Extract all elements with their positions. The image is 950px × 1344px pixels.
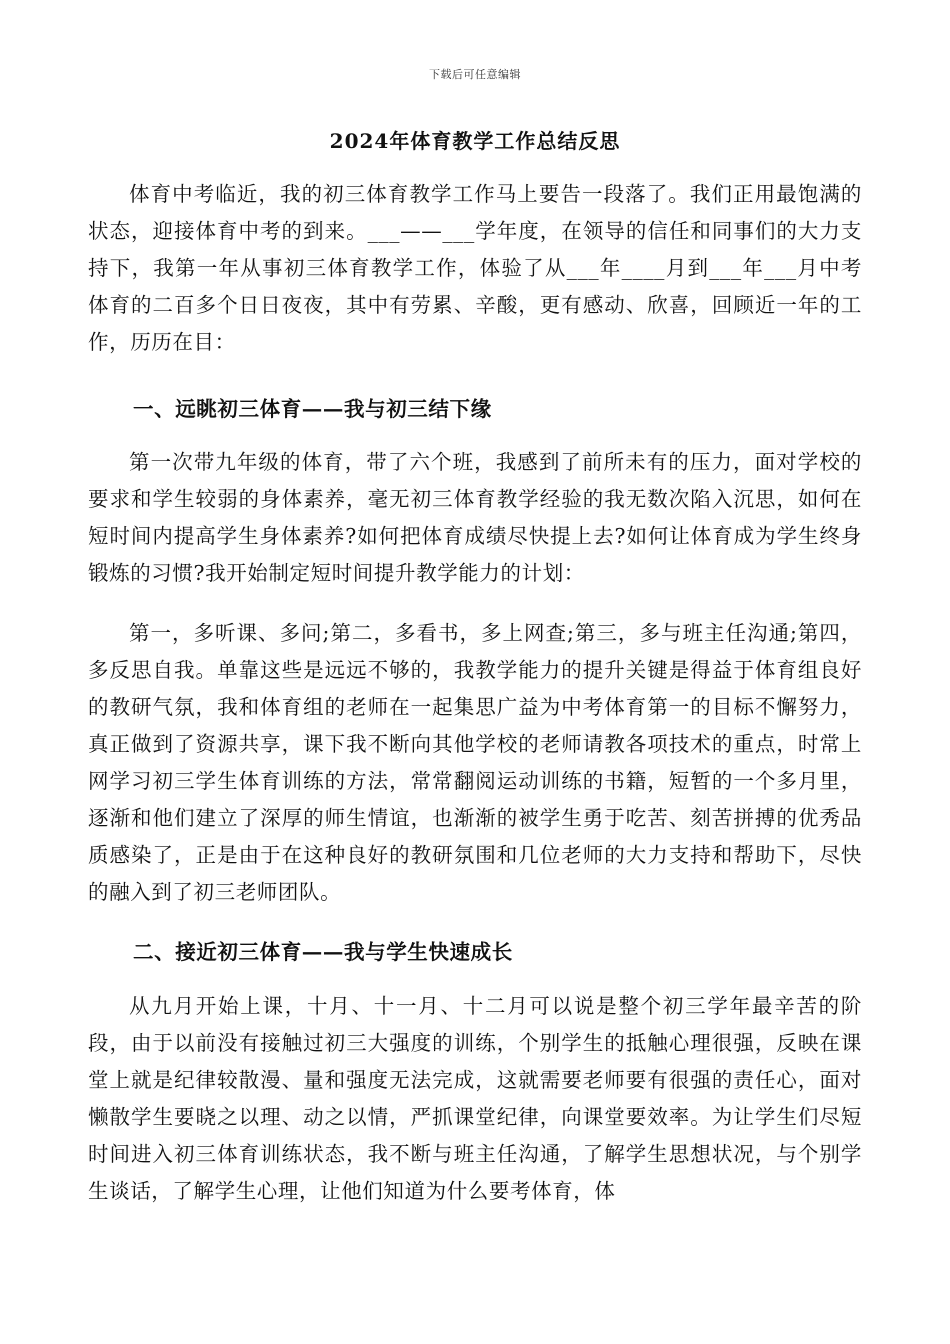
section-heading-2: 二、接近初三体育——我与学生快速成长 — [133, 940, 513, 964]
paragraph-section-2-a: 从九月开始上课，十月、十一月、十二月可以说是整个初三学年最辛苦的阶段，由于以前没有接触过初三大强度的训练，个别学生的抵触心理很强，反映在课堂上就是纪律较散漫、量和强度无法完成，这就需要老师要有很强的责任心，面对懒散学生要晓之以理、动之以情，严抓课堂纪律，向课堂要效率。为让学生们尽短时间进入初三体育训练状态，我不断与班主任沟通，了解学生思想状况，与个别学生谈话，了解学生心理，让他们知道为什么要考体育，体 — [88, 994, 862, 1203]
section-heading-1: 一、远眺初三体育——我与初三结下缘 — [133, 397, 492, 421]
document-title: 2024年体育教学工作总结反思 — [329, 129, 621, 153]
paragraph-section-1-b: 第一，多听课、多问;第二，多看书，多上网查;第三，多与班主任沟通;第四，多反思自我。单靠这些是远远不够的，我教学能力的提升关键是得益于体育组良好的教研气氛，我和体育组的老师在一起集思广益为中考体育第一的目标不懈努力，真正做到了资源共享，课下我不断向其他学校的老师请教各项技术的重点，时常上网学习初三学生体育训练的方法，常常翻阅运动训练的书籍，短暂的一个多月里，逐渐和他们建立了深厚的师生情谊，也渐渐的被学生勇于吃苦、刻苦拼搏的优秀品质感染了，正是由于在这种良好的教研氛围和几位老师的大力支持和帮助下，尽快的融入到了初三老师团队。 — [88, 621, 862, 904]
header-note: 下载后可任意编辑 — [429, 68, 521, 81]
paragraph-section-1-a: 第一次带九年级的体育，带了六个班，我感到了前所未有的压力，面对学校的要求和学生较弱的身体素养，毫无初三体育教学经验的我无数次陷入沉思，如何在短时间内提高学生身体素养?如何把体育成绩尽快提上去?如何让体育成为学生终身锻炼的习惯?我开始制定短时间提升教学能力的计划： — [88, 450, 862, 585]
paragraph-intro: 体育中考临近，我的初三体育教学工作马上要告一段落了。我们正用最饱满的状态，迎接体育中考的到来。___——___学年度，在领导的信任和同事们的大力支持下，我第一年从事初三体育教学工作，体验了从___年____月到___年___月中考体育的二百多个日日夜夜，其中有劳累、辛酸，更有感动、欣喜，回顾近一年的工作，历历在目： — [88, 182, 862, 354]
